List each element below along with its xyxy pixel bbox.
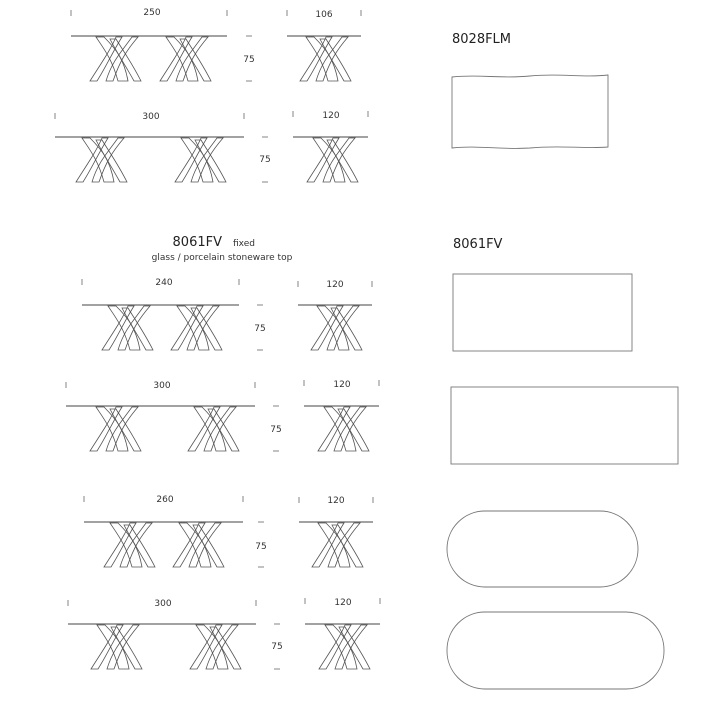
height-dimension: 75 bbox=[243, 55, 255, 65]
elevation-300-length bbox=[66, 381, 255, 451]
width-dimension: 120 bbox=[334, 598, 352, 608]
section-8061fv bbox=[66, 235, 678, 689]
elevation-120-width bbox=[304, 380, 379, 451]
height-dimension-rowB bbox=[270, 406, 281, 451]
length-dimension: 250 bbox=[143, 8, 161, 18]
height-dimension: 75 bbox=[270, 425, 282, 435]
plan-top-shape-rect-300 bbox=[451, 387, 678, 464]
plan-top-shape-oval-300 bbox=[447, 612, 664, 689]
plan-label-8061fv: 8061FV bbox=[453, 237, 503, 252]
elevation-240-length bbox=[82, 278, 239, 350]
height-dimension: 75 bbox=[259, 155, 271, 165]
length-dimension: 260 bbox=[156, 495, 174, 505]
length-dimension: 300 bbox=[142, 112, 160, 122]
model-code-8061fv: 8061FV bbox=[172, 235, 222, 250]
height-dimension-row1 bbox=[243, 36, 254, 81]
height-dimension: 75 bbox=[255, 542, 267, 552]
height-dimension-row2 bbox=[259, 137, 270, 182]
length-dimension: 300 bbox=[153, 381, 171, 391]
elevation-120-width bbox=[299, 496, 373, 567]
elevation-120-width bbox=[293, 111, 368, 182]
height-dimension-rowA bbox=[254, 305, 265, 350]
height-dimension-rowC bbox=[255, 522, 266, 567]
elevation-300-length bbox=[68, 599, 256, 669]
plan-top-shape-oval-260 bbox=[447, 511, 638, 587]
width-dimension: 120 bbox=[326, 280, 344, 290]
length-dimension: 240 bbox=[155, 278, 173, 288]
elevation-300-length bbox=[55, 112, 244, 182]
elevation-260-length bbox=[84, 495, 243, 567]
elevation-120-width bbox=[305, 598, 380, 669]
length-dimension: 300 bbox=[154, 599, 172, 609]
elevation-106-width bbox=[287, 10, 361, 81]
elevation-120-width bbox=[298, 280, 372, 350]
height-dimension-rowD bbox=[271, 624, 282, 669]
plan-top-shape-rect-240 bbox=[453, 274, 632, 351]
plan-top-shape-8028flm bbox=[452, 75, 608, 148]
height-dimension: 75 bbox=[271, 642, 283, 652]
model-subtitle: glass / porcelain stoneware top bbox=[151, 253, 293, 263]
elevation-250-length bbox=[71, 8, 227, 81]
width-dimension: 106 bbox=[315, 10, 333, 20]
section-8028flm bbox=[55, 8, 608, 182]
model-code-suffix: fixed bbox=[233, 239, 255, 249]
height-dimension: 75 bbox=[254, 324, 266, 334]
width-dimension: 120 bbox=[327, 496, 345, 506]
width-dimension: 120 bbox=[322, 111, 340, 121]
plan-label-8028flm: 8028FLM bbox=[452, 32, 512, 47]
width-dimension: 120 bbox=[333, 380, 351, 390]
